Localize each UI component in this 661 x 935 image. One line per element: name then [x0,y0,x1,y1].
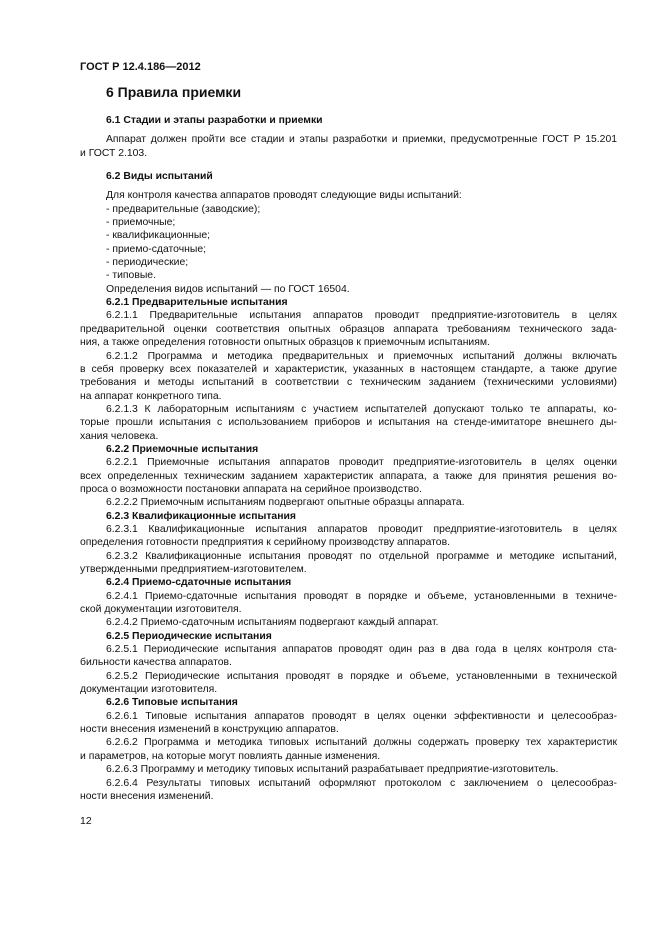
text-line: 6.2.5.1 Периодические испытания аппаратов проводят один раз в два года в целях контроля ста- [106,644,617,656]
text-line: 6.2.4.1 Приемо-сдаточные испытания проводят в порядке и объеме, установленными в техниче- [106,590,617,602]
text-line: 6.2.3.1 Квалификационные испытания аппаратов проводит предприятие-изготовитель в целях [106,523,617,535]
paragraph [80,710,617,737]
text-line: и ГОСТ 2.103. [80,147,148,159]
text-line: всех определенных техническим заданием характеристик аппарата, а также для принятия решения во- [80,470,617,482]
paragraph [80,590,617,617]
text-line: ности внесения изменений. [80,790,214,802]
text-line: утвержденными предприятием-изготовителем. [80,564,307,575]
text-line: 6.2.2.2 Приемочным испытаниям подвергают опытные образцы аппарата. [106,497,465,509]
text-line: 6.2.6.1 Типовые испытания аппаратов проводят в целях оценки эффективности и целесообраз- [106,710,617,722]
text-line: 6.2.5.2 Периодические испытания проводят в порядке и объеме, установленными в технической [106,670,617,682]
paragraph [80,309,617,349]
text-line: и параметров, на которые могут повлиять данные изменения. [80,750,381,762]
text-line: Для контроля качества аппаратов проводят следующие виды испытаний: [106,190,462,202]
text-line: 6.2.2.1 Приемочные испытания аппаратов проводит предприятие-изготовитель в целях оценки [106,457,617,469]
paragraph [80,670,617,697]
paragraph [80,133,617,160]
text-line: Определения видов испытаний — по ГОСТ 16504. [106,283,350,295]
subsection-heading: 6.1 Стадии и этапы разработки и приемки [106,115,323,126]
paragraph [80,403,617,443]
text-line: 6.2.3.2 Квалификационные испытания проводят по отдельной программе и методике испытаний, [106,550,617,562]
text-line: 6.2.6.3 Программу и методику типовых испытаний разрабатывает предприятие-изготовитель. [106,764,559,776]
text-line: 6.2.6.2 Программа и методика типовых испытаний должны содержать проверку тех характеристик [106,737,617,749]
text-line: 6.2.6.4 Результаты типовых испытаний оформляют протоколом с заключением о целесообраз- [106,777,617,789]
text-line: 6.2.1.3 К лабораторным испытаниям с участием испытателей допускают только те аппараты, ко- [106,403,617,415]
clause-heading: 6.2.2 Приемочные испытания [106,443,259,455]
page-number: 12 [80,815,92,827]
text-line: предварительной оценки соответствия опытных образцов аппарата требованиям технического зада- [80,323,617,335]
paragraph [80,763,617,776]
text-line: бильности качества аппаратов. [80,657,232,669]
text-line: в себя проверку всех показателей и характеристик, указанных в настоящем стандарте, а также другие [80,363,617,375]
list-item: - типовые. [106,270,156,282]
bullet-list [80,203,617,283]
paragraph [80,496,617,509]
text-line: 6.2.1.1 Предварительные испытания аппаратов проводит предприятие-изготовитель в целях [106,310,617,322]
clause-heading: 6.2.4 Приемо-сдаточные испытания [106,577,292,589]
paragraph [80,350,617,403]
paragraph [80,283,617,296]
text-line: 6.2.1.2 Программа и методика предварительных и приемочных испытаний должны включать [106,350,617,362]
paragraph [80,550,617,577]
paragraph [80,616,617,629]
clause-heading: 6.2.5 Периодические испытания [106,630,272,642]
text-line: Аппарат должен пройти все стадии и этапы разработки и приемки, предусмотренные ГОСТ Р 15.201 [106,134,617,146]
text-line: ности внесения изменений в конструкцию аппаратов. [80,724,339,736]
text-line: хания человека. [80,430,159,442]
list-item: - приемо-сдаточные; [106,243,207,255]
document-page [80,61,617,803]
paragraph [80,523,617,550]
list-item: - квалификационные; [106,230,210,242]
text-line: проса о возможности постановки аппарата на серийное производство. [80,483,422,495]
section-title: 6 Правила приемки [106,84,242,100]
paragraph [80,456,617,496]
text-line: ской документации изготовителя. [80,604,242,616]
text-line: торые прошли испытания с использованием приборов и испытания на стенде-имитаторе внешнего ды- [80,417,617,429]
text-line: ния, а также определения готовности опытных образцов к приемочным испытаниям. [80,337,490,349]
text-line: 6.2.4.2 Приемо-сдаточным испытаниям подвергают каждый аппарат. [106,617,439,629]
paragraph [80,643,617,670]
document-header: ГОСТ Р 12.4.186—2012 [80,61,201,73]
section-body [80,114,617,803]
clause-heading: 6.2.3 Квалификационные испытания [106,510,296,522]
subsection-heading: 6.2 Виды испытаний [106,171,213,183]
text-line: на аппарат конкретного типа. [80,390,222,402]
text-line: документации изготовителя. [80,684,218,696]
clause-heading: 6.2.6 Типовые испытания [106,697,238,709]
list-item: - периодические; [106,257,189,269]
text-line: требования и методы испытаний в соответствии с техническим заданием (техническими условиями) [80,377,617,389]
list-item: - предварительные (заводские); [106,203,261,215]
text-line: определения готовности предприятия к серийному производству аппаратов. [80,537,450,549]
paragraph [80,736,617,763]
paragraph [80,777,617,804]
clause-heading: 6.2.1 Предварительные испытания [106,297,288,309]
list-item: - приемочные; [106,217,176,229]
paragraph [80,189,617,202]
